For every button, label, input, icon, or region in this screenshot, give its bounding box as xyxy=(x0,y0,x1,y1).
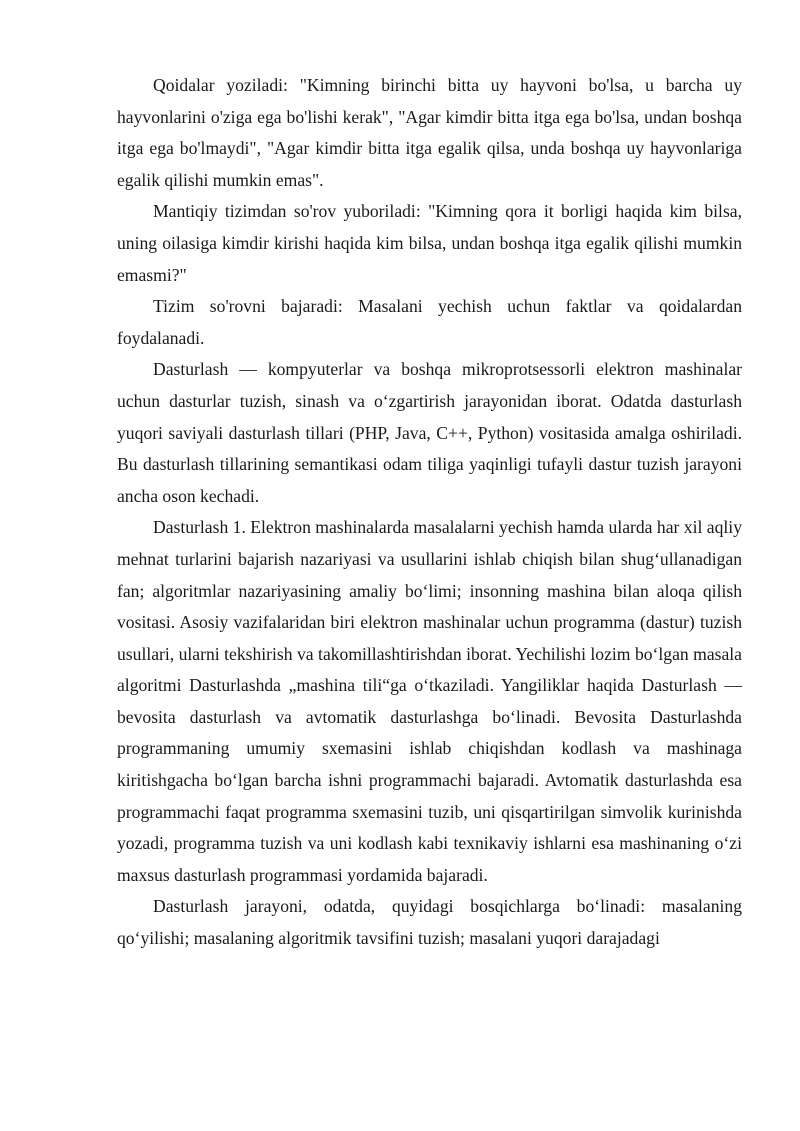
paragraph-rules: Qoidalar yoziladi: "Kimning birinchi bitta uy hayvoni bo'lsa, u barcha uy hayvonlarini o'ziga ega bo'lishi kerak", "Agar kimdir bitta itga ega bo'lsa, undan boshqa itga ega bo'lmaydi", "Agar kimdir bitta itga egalik qilsa, unda boshqa uy hayvonlariga egalik qilishi mumkin emas". xyxy=(117,75,742,190)
paragraph-programming-science: Dasturlash 1. Elektron mashinalarda masalalarni yechish hamda ularda har xil aqliy mehnat turlarini bajarish nazariyasi va usullarini ishlab chiqish bilan shug‘ullanadigan fan; algoritmlar nazariyasining amaliy bo‘limi; insonning mashina bilan aloqa qilish vositasi. Asosiy vazifalaridan biri elektron mashinalar uchun programma (dastur) tuzish usullari, ularni tekshirish va takomillashtirishdan iborat. Yechilishi lozim bo‘lgan masala algoritmi Dasturlashda „mashina tili“ga o‘tkaziladi. Yangiliklar haqida Dasturlash — bevosita dasturlash va avtomatik dasturlashga bo‘linadi. Bevosita Dasturlashda programmaning umumiy sxemasini ishlab chiqishdan kodlash va mashinaga kiritishgacha bo‘lgan barcha ishni programmachi bajaradi. Avtomatik dasturlashda esa programmachi faqat programma sxemasini tuzib, uni qisqartirilgan simvolik kurinishda yozadi, programma tuzish va uni kodlash kabi texnikaviy ishlarni esa mashinaning o‘zi maxsus dasturlash programmasi yordamida bajaradi. xyxy=(117,517,742,885)
paragraph-query: Mantiqiy tizimdan so'rov yuboriladi: "Kimning qora it borligi haqida kim bilsa, uning oilasiga kimdir kirishi haqida kim bilsa, undan boshqa itga egalik qilishi mumkin emasmi?" xyxy=(117,201,742,285)
paragraph-programming-definition: Dasturlash — kompyuterlar va boshqa mikroprotsessorli elektron mashinalar uchun dasturlar tuzish, sinash va o‘zgartirish jarayonidan iborat. Odatda dasturlash yuqori saviyali dasturlash tillari (PHP, Java, C++, Python) vositasida amalga oshiriladi. Bu dasturlash tillarining semantikasi odam tiliga yaqinligi tufayli dastur tuzish jarayoni ancha oson kechadi. xyxy=(117,359,742,506)
paragraph-programming-stages: Dasturlash jarayoni, odatda, quyidagi bosqichlarga bo‘linadi: masalaning qo‘yilishi; masalaning algoritmik tavsifini tuzish; masalani yuqori darajadagi xyxy=(117,896,742,949)
paragraph-system: Tizim so'rovni bajaradi: Masalani yechish uchun faktlar va qoidalardan foydalanadi. xyxy=(117,296,742,348)
body-text xyxy=(117,70,742,955)
